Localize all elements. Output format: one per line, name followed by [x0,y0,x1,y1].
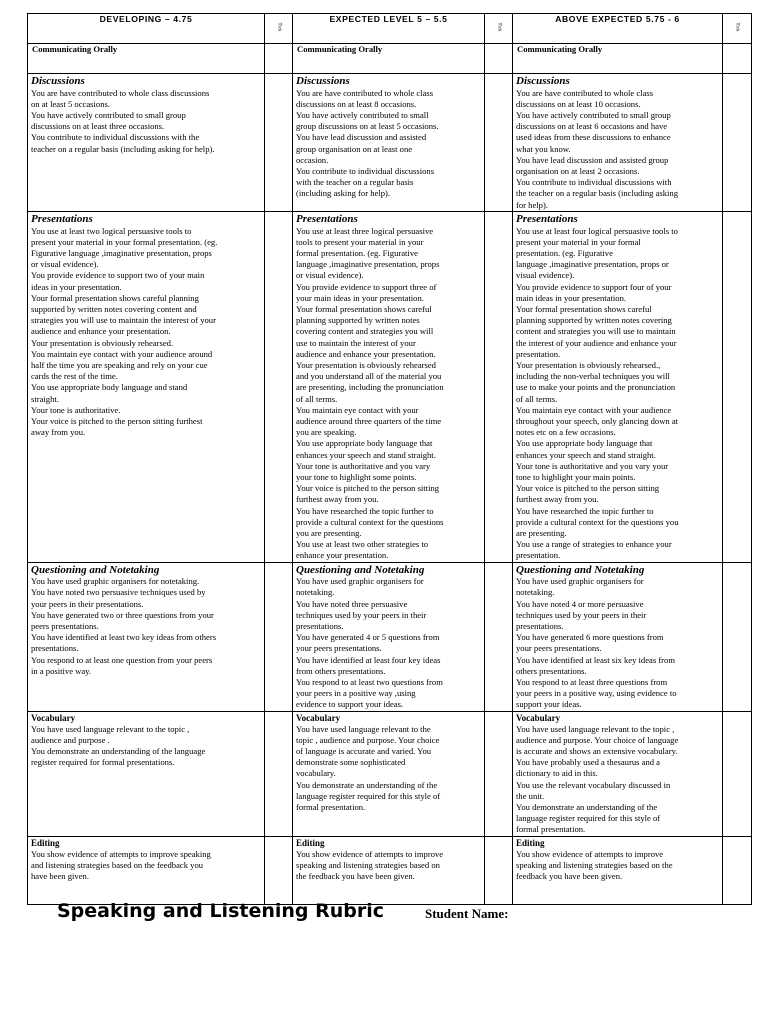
tick-box[interactable] [265,836,293,904]
section-title: Questioning and Notetaking [31,563,160,576]
criteria-line: You maintain eye contact with your audience [516,404,672,415]
criteria-line: Your tone is authoritative and you vary [296,460,431,471]
criteria-line: is accurate and shows an extensive vocabulary. [516,745,678,756]
tick-box[interactable] [723,836,752,904]
criteria-line: enhances your speech and stand straight. [296,449,436,460]
criteria-line: audience and enhance your presentation. [31,326,171,337]
section-title: Presentations [516,213,578,225]
criteria-line: Your tone is authoritative. [31,404,121,415]
criteria-line: You are have contributed to whole class [296,87,434,98]
tick-box[interactable] [265,44,293,74]
criteria-line: You have probably used a thesaurus and a [516,757,660,768]
criteria-cell-developing [28,212,265,563]
criteria-line: notetaking. [516,587,555,598]
criteria-line: covering content and strategies you will [296,326,434,337]
criteria-line: Your formal presentation shows careful planning [31,292,199,303]
tick-header-developing [265,14,293,44]
criteria-line: provide a cultural context for the questions [296,516,444,527]
criteria-line: the feedback you have been given. [296,870,415,881]
criteria-line: straight. [31,393,59,404]
criteria-line: with the teacher on a regular basis [296,177,414,188]
criteria-line: of language is accurate and varied. You [296,745,432,756]
above-heading: ABOVE EXPECTED 5.75 - 6 [513,14,723,44]
criteria-line: speaking and listening strategies based on [296,859,440,870]
section-title: Presentations [296,213,358,225]
section-title: Editing [516,837,545,848]
section-title: Questioning and Notetaking [516,563,645,576]
criteria-line: audience around three quarters of the time [296,415,442,426]
criteria-line: cards the rest of the time. [31,371,118,382]
criteria-line: audience and purpose. Your choice of language [516,734,679,745]
criteria-line: You respond to at least three questions from [516,676,668,687]
criteria-line: use to make your points and the pronunciation [516,382,676,393]
criteria-line: use to maintain the interest of your [296,337,416,348]
tick-box[interactable] [723,562,752,711]
criteria-line: formal presentation. [516,824,586,835]
criteria-line: presentation. [516,348,561,359]
criteria-line: Your formal presentation shows careful [516,303,652,314]
criteria-line: what you know. [516,143,571,154]
criteria-line: (including asking for help). [296,188,391,199]
criteria-line: enhance your presentation. [296,550,389,561]
criteria-line: You show evidence of attempts to improve [516,848,664,859]
strand-above: Communicating Orally [513,44,723,74]
strand-expected: Communicating Orally [293,44,485,74]
criteria-line: You have lead discussion and assisted group [516,154,669,165]
criteria-line: You have lead discussion and assisted [296,132,427,143]
criteria-cell-expected [293,562,485,711]
criteria-line: You are have contributed to whole class [516,87,654,98]
criteria-line: presentations. [516,620,564,631]
criteria-cell-expected [293,74,485,212]
rubric-section-row [28,562,752,711]
criteria-line: You use at least three logical persuasive [296,225,434,236]
criteria-line: You have identified at least four key ideas [296,654,441,665]
criteria-line: peers presentations. [31,620,99,631]
criteria-line: You are have contributed to whole class discussions [31,87,210,98]
criteria-line: half the time you are speaking and rely on your cue [31,359,208,370]
criteria-line: furthest away from you. [296,494,379,505]
criteria-line: notetaking. [296,587,335,598]
rubric-sections [28,74,752,905]
criteria-line: your peers in their presentations. [31,598,144,609]
criteria-line: You respond to at least two questions from [296,676,443,687]
criteria-line: audience and purpose . [31,734,110,745]
level-header-row [28,14,752,44]
criteria-line: You use at least four logical persuasive tools to [516,225,678,236]
criteria-line: You use at least two logical persuasive tools to [31,225,192,236]
criteria-line: You use the relevant vocabulary discussed in [516,779,671,790]
criteria-line: topic , audience and purpose. Your choice [296,734,440,745]
criteria-line: language register required for this style of [516,813,661,824]
criteria-line: You have used graphic organisers for [296,576,424,587]
criteria-line: presentation. (eg. Figurative [516,247,613,258]
criteria-line: discussions on at least 6 occasions and have [516,121,668,132]
criteria-line: You use a range of strategies to enhance your [516,539,672,550]
criteria-line: You show evidence of attempts to improve speaking [31,848,211,859]
section-title: Discussions [296,75,350,87]
criteria-line: You have identified at least six key ideas from [516,654,676,665]
criteria-line: content and strategies you will use to maintain [516,326,676,337]
criteria-cell-above [513,562,723,711]
criteria-cell-expected [293,212,485,563]
section-title: Discussions [516,75,570,87]
tick-box[interactable] [485,212,513,563]
criteria-line: present your material in your formal presentation. (eg. [31,236,218,247]
criteria-line: formal presentation. [296,801,366,812]
rubric-section-row [28,212,752,563]
criteria-line: You demonstrate an understanding of the language [31,745,206,756]
tick-header-expected [485,14,513,44]
criteria-line: evidence to support your ideas. [296,699,404,710]
criteria-cell-developing [28,836,265,904]
criteria-line: You contribute to individual discussions with the [31,132,200,143]
criteria-line: You maintain eye contact with your audience around [31,348,213,359]
criteria-line: supported by written notes covering content and [31,303,197,314]
expected-heading: EXPECTED LEVEL 5 – 5.5 [293,14,485,44]
criteria-line: including the non-verbal techniques you will [516,371,670,382]
criteria-line: you are speaking. [296,427,357,438]
criteria-line: discussions on at least three occasions. [31,121,165,132]
criteria-line: audience and enhance your presentation. [296,348,436,359]
criteria-line: vocabulary. [296,768,336,779]
criteria-line: used ideas from these discussions to enhance [516,132,671,143]
tick-header-above [723,14,752,44]
rubric-section-row [28,711,752,836]
criteria-line: You have actively contributed to small group [31,109,186,120]
criteria-line: occasion. [296,154,329,165]
criteria-line: ideas in your presentation. [31,281,122,292]
criteria-line: in a positive way. [31,665,92,676]
criteria-line: presentations. [31,643,79,654]
criteria-line: Your voice is pitched to the person sitting furthest [31,415,203,426]
criteria-line: Your tone is authoritative and you vary your [516,460,669,471]
criteria-line: your peers presentations. [296,643,382,654]
criteria-line: You have used graphic organisers for notetaking. [31,576,200,587]
tick-box[interactable] [485,44,513,74]
criteria-line: You have used language relevant to the topic , [516,723,675,734]
criteria-line: You have generated two or three questions from your [31,609,214,620]
criteria-line: and listening strategies based on the feedback you [31,859,204,870]
criteria-line: planning supported by written notes covering [516,315,672,326]
criteria-line: You contribute to individual discussions [296,165,435,176]
criteria-line: speaking and listening strategies based on the [516,859,673,870]
tick-box[interactable] [265,74,293,212]
criteria-line: teacher on a regular basis (including asking for help). [31,143,215,154]
criteria-line: You respond to at least one question from your peers [31,654,213,665]
tick-box[interactable] [485,836,513,904]
criteria-line: feedback you have been given. [516,870,623,881]
criteria-line: or visual evidence). [31,259,99,270]
criteria-line: organisation on at least 2 occasions. [516,165,640,176]
criteria-line: You have used language relevant to the [296,723,431,734]
criteria-cell-developing [28,711,265,836]
developing-heading: DEVELOPING – 4.75 [28,14,265,44]
criteria-line: dictionary to aid in this. [516,768,598,779]
criteria-line: or visual evidence). [296,270,364,281]
criteria-line: techniques used by your peers in their [296,609,427,620]
criteria-cell-above [513,212,723,563]
criteria-line: Your voice is pitched to the person sitting [516,483,660,494]
criteria-line: You have noted three persuasive [296,598,408,609]
criteria-line: the teacher on a regular basis (including asking [516,188,679,199]
tick-box[interactable] [723,711,752,836]
rubric-section-row [28,74,752,212]
tick-label: Tick [276,22,281,32]
criteria-line: the unit. [516,790,545,801]
criteria-line: enhances your speech and stand straight. [516,449,656,460]
criteria-line: You demonstrate an understanding of the [296,779,438,790]
criteria-line: You maintain eye contact with your [296,404,419,415]
criteria-line: You show evidence of attempts to improve [296,848,444,859]
criteria-line: You use appropriate body language that [296,438,433,449]
criteria-line: You have used graphic organisers for [516,576,644,587]
criteria-line: group discussions on at least 5 occasions. [296,121,439,132]
criteria-line: You have researched the topic further to [296,505,434,516]
criteria-line: Your presentation is obviously rehearsed., [516,359,661,370]
criteria-line: presentation. [516,550,561,561]
section-title: Editing [31,837,60,848]
criteria-line: formal presentation. (eg. Figurative [296,247,418,258]
criteria-line: from others presentations. [296,665,386,676]
criteria-line: of all terms. [516,393,558,404]
criteria-line: tone to highlight your main points. [516,471,636,482]
section-title: Vocabulary [296,712,341,723]
criteria-line: Your voice is pitched to the person sitting [296,483,440,494]
criteria-line: your main ideas in your presentation. [296,292,424,303]
section-title: Discussions [31,75,85,87]
criteria-line: your peers in a positive way, using evidence to [516,688,677,699]
section-title: Vocabulary [516,712,561,723]
criteria-line: language ,imaginative presentation, props or [516,259,669,270]
criteria-cell-above [513,836,723,904]
criteria-line: language ,imaginative presentation, props [296,259,440,270]
criteria-line: You use at least two other strategies to [296,539,429,550]
criteria-line: You use appropriate body language and stand [31,382,188,393]
criteria-line: are presenting, including the pronunciation [296,382,444,393]
criteria-line: your tone to highlight some points. [296,471,417,482]
criteria-line: You demonstrate an understanding of the [516,801,658,812]
criteria-line: support your ideas. [516,699,582,710]
criteria-cell-developing [28,562,265,711]
tick-box[interactable] [723,212,752,563]
criteria-line: You have used language relevant to the topic , [31,723,190,734]
criteria-line: and you understand all of the material you [296,371,442,382]
criteria-line: for help). [516,199,548,210]
criteria-line: discussions on at least 10 occasions. [516,98,641,109]
criteria-line: You have researched the topic further to [516,505,654,516]
criteria-line: presentations. [296,620,344,631]
criteria-line: Your presentation is obviously rehearsed [296,359,436,370]
criteria-line: You have noted 4 or more persuasive [516,598,644,609]
criteria-line: language register required for this style of [296,790,441,801]
tick-box[interactable] [485,74,513,212]
tick-box[interactable] [485,562,513,711]
criteria-line: away from you. [31,427,86,438]
criteria-line: present your material in your formal [516,236,641,247]
criteria-line: You provide evidence to support three of [296,281,437,292]
criteria-cell-above [513,711,723,836]
criteria-line: techniques used by your peers in their [516,609,647,620]
criteria-cell-above [513,74,723,212]
criteria-line: Your formal presentation shows careful [296,303,432,314]
tick-box[interactable] [723,44,752,74]
tick-box[interactable] [723,74,752,212]
criteria-line: notes etc on a few occasions. [516,427,616,438]
criteria-line: you are presenting. [296,527,362,538]
rubric-table [27,13,752,905]
criteria-cell-expected [293,711,485,836]
strand-developing: Communicating Orally [28,44,265,74]
criteria-line: group organisation on at least one [296,143,413,154]
section-title: Editing [296,837,325,848]
rubric-section-row [28,836,752,904]
criteria-line: have been given. [31,870,89,881]
criteria-line: Your presentation is obviously rehearsed. [31,337,174,348]
criteria-line: on at least 5 occasions. [31,98,110,109]
criteria-line: of all terms. [296,393,338,404]
criteria-line: discussions on at least 8 occasions. [296,98,417,109]
criteria-line: main ideas in your presentation. [516,292,627,303]
strand-row [28,44,752,74]
criteria-line: provide a cultural context for the questions you [516,516,679,527]
criteria-line: throughout your speech, only glancing down at [516,415,679,426]
tick-box[interactable] [265,212,293,563]
criteria-line: the interest of your audience and enhance your [516,337,677,348]
criteria-line: visual evidence). [516,270,575,281]
criteria-line: strategies you will use to maintain the interest of your [31,315,216,326]
criteria-line: register required for formal presentations. [31,757,175,768]
tick-box[interactable] [485,711,513,836]
criteria-line: demonstrate some sophisticated [296,757,406,768]
criteria-line: your peers in a positive way ,using [296,688,416,699]
criteria-cell-expected [293,836,485,904]
tick-box[interactable] [265,562,293,711]
rubric-title: Speaking and Listening Rubric [57,900,385,922]
criteria-line: You have actively contributed to small [296,109,429,120]
criteria-line: your peers presentations. [516,643,602,654]
section-title: Vocabulary [31,712,76,723]
criteria-line: You have generated 6 more questions from [516,632,664,643]
criteria-line: You have noted two persuasive techniques used by [31,587,206,598]
criteria-line: You provide evidence to support two of your main [31,270,205,281]
criteria-line: You use appropriate body language that [516,438,653,449]
section-title: Presentations [31,213,93,225]
criteria-line: others presentations. [516,665,587,676]
criteria-line: You have identified at least two key ideas from others [31,632,217,643]
tick-label: Tick [734,22,740,32]
criteria-line: You have actively contributed to small group [516,109,671,120]
criteria-line: You contribute to individual discussions with [516,177,672,188]
student-name-label: Student Name: [425,906,509,921]
criteria-line: tools to present your material in your [296,236,424,247]
criteria-line: furthest away from you. [516,494,599,505]
section-title: Questioning and Notetaking [296,563,425,576]
criteria-cell-developing [28,74,265,212]
criteria-line: planning supported by written notes [296,315,420,326]
tick-box[interactable] [265,711,293,836]
tick-label: Tick [496,22,501,32]
criteria-line: Figurative language ,imaginative presentation, props [31,247,212,258]
criteria-line: You have generated 4 or 5 questions from [296,632,440,643]
criteria-line: You provide evidence to support four of your [516,281,672,292]
criteria-line: are presenting. [516,527,567,538]
